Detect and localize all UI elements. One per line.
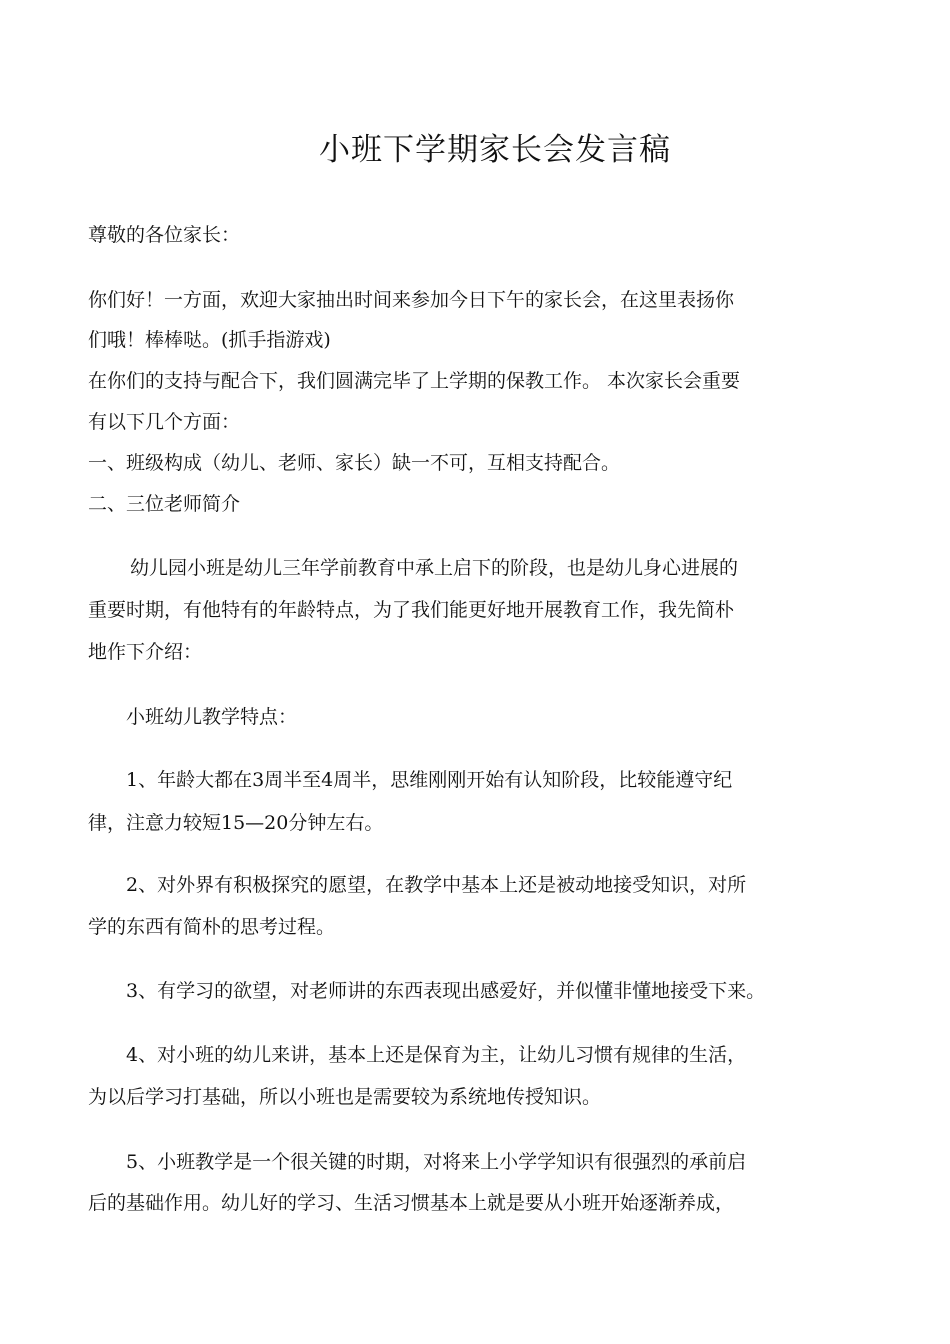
paragraph-line: 幼儿园小班是幼儿三年学前教育中承上启下的阶段，也是幼儿身心进展的 <box>130 557 739 579</box>
paragraph-line: 为以后学习打基础，所以小班也是需要较为系统地传授知识。 <box>88 1086 602 1108</box>
paragraph-line: 们哦！棒棒哒。(抓手指游戏) <box>88 329 331 351</box>
salutation-line: 尊敬的各位家长： <box>88 224 241 246</box>
paragraph-line: 学的东西有简朴的思考过程。 <box>88 916 336 938</box>
paragraph-line: 有以下几个方面： <box>88 411 241 433</box>
section-heading-line: 小班幼儿教学特点： <box>126 706 298 728</box>
paragraph-line: 1、年龄大都在3周半至4周半，思维刚刚开始有认知阶段，比较能遵守纪 <box>126 769 733 791</box>
paragraph-line: 5、小班教学是一个很关键的时期，对将来上小学学知识有很强烈的承前启 <box>126 1151 747 1173</box>
document-title: 小班下学期家长会发言稿 <box>319 132 671 168</box>
paragraph-line: 3、有学习的欲望，对老师讲的东西表现出感爱好，并似懂非懂地接受下来。 <box>126 980 766 1002</box>
list-item-line: 一、班级构成（幼儿、老师、家长）缺一不可，互相支持配合。 <box>88 452 621 474</box>
paragraph-line: 地作下介绍： <box>88 641 203 663</box>
paragraph-line: 4、对小班的幼儿来讲，基本上还是保育为主，让幼儿习惯有规律的生活， <box>126 1044 747 1066</box>
list-item-line: 二、三位老师简介 <box>88 493 241 515</box>
paragraph-line: 后的基础作用。幼儿好的学习、生活习惯基本上就是要从小班开始逐渐养成， <box>88 1192 735 1214</box>
paragraph-line: 在你们的支持与配合下，我们圆满完毕了上学期的保教工作。 本次家长会重要 <box>88 370 741 392</box>
paragraph-line: 2、对外界有积极探究的愿望，在教学中基本上还是被动地接受知识，对所 <box>126 874 747 896</box>
paragraph-line: 律，注意力较短15—20分钟左右。 <box>88 812 384 834</box>
paragraph-line: 重要时期，有他特有的年龄特点，为了我们能更好地开展教育工作，我先简朴 <box>88 599 735 621</box>
paragraph-line: 你们好！一方面，欢迎大家抽出时间来参加今日下午的家长会，在这里表扬你 <box>88 289 735 311</box>
